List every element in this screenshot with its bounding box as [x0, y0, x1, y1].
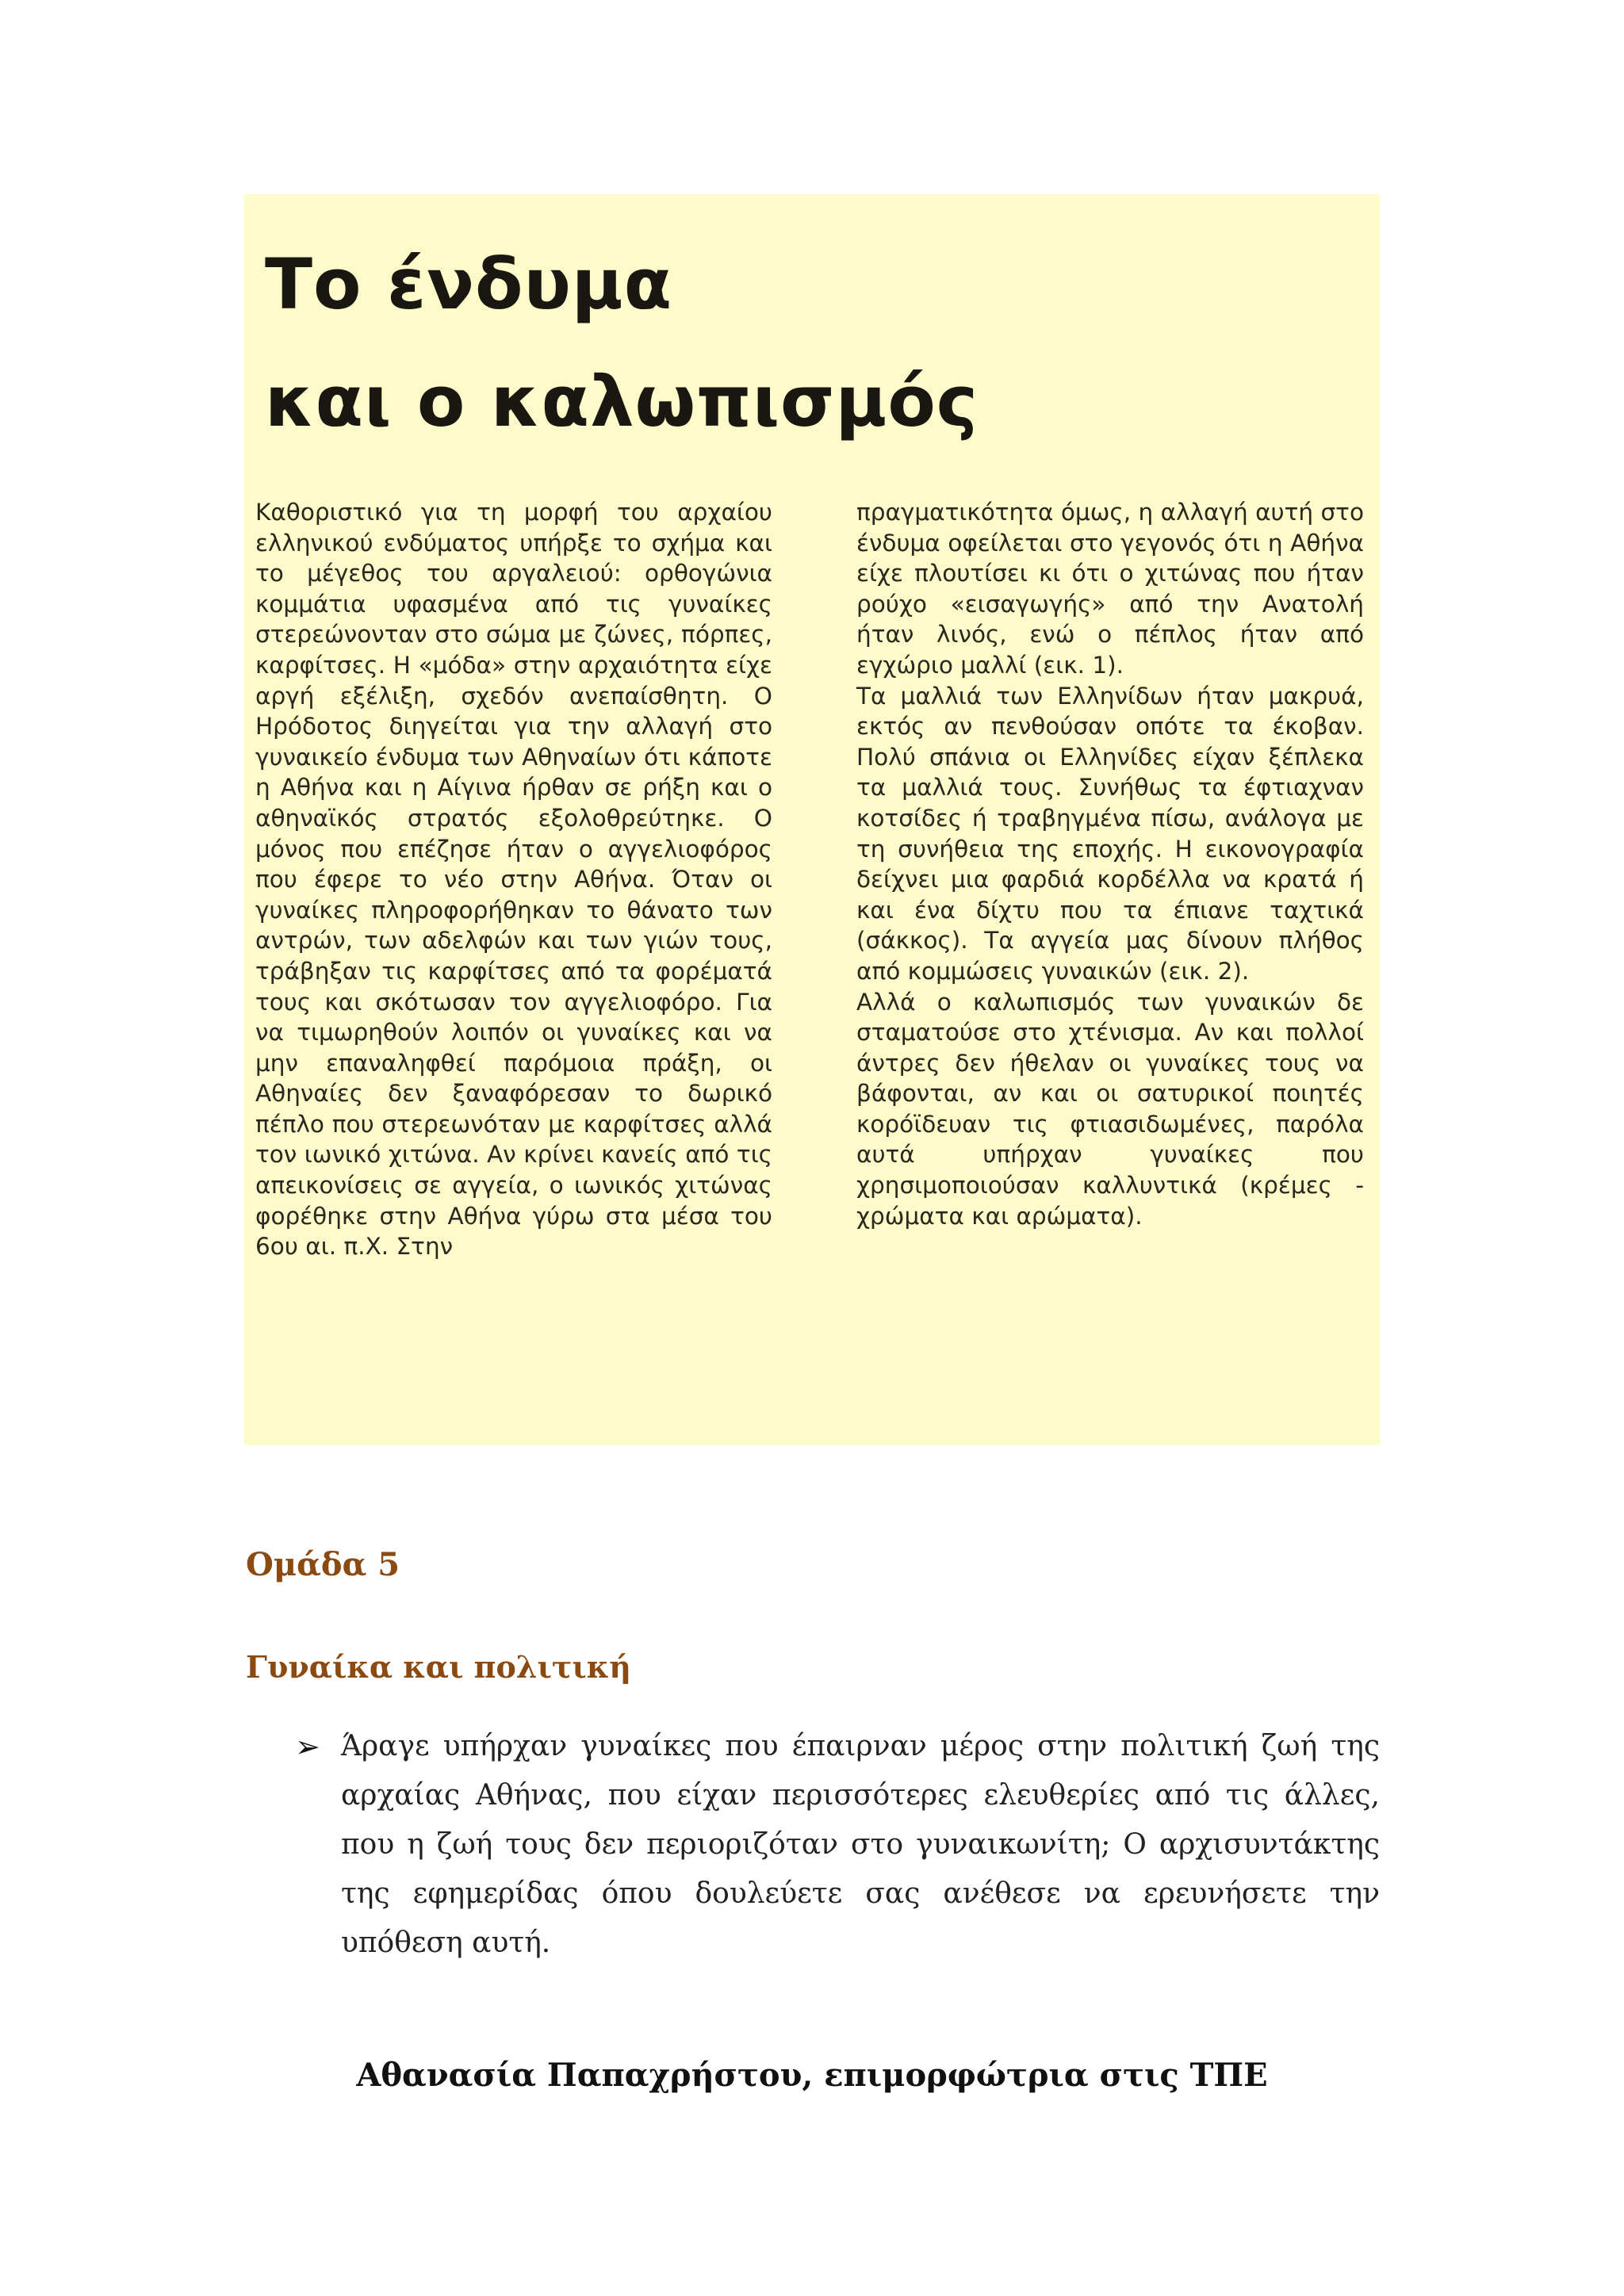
clipping-paragraph: Τα μαλλιά των Ελληνίδων ήταν μακρυά, εκτός αν πενθούσαν οπότε τα έκοβαν. Πολύ σπάνια οι Ελληνίδες είχαν ξέπλεκα τα μαλλιά τους. Συνήθως τα έφτιαχναν κοτσίδες ή τραβηγμένα πίσω, ανάλογα με τη συνήθεια της εποχής. Η εικονογραφία δείχνει μια φαρδιά κορδέλλα να κρατά ή και ένα δίχτυ που τα έπιανε ταχτικά (σάκκος). Τα αγγεία μας δίνουν πλήθος από κομμώσεις γυναικών (εικ. 2). [856, 682, 1364, 985]
clipping-title-line-2: και ο καλωπισμός [265, 361, 979, 442]
clipping-paragraph: Καθοριστικό για τη μορφή του αρχαίου ελληνικού ενδύματος υπήρξε το σχήμα και το μέγεθος του αργαλειού: ορθογώνια κομμάτια υφασμένα από τις γυναίκες στερεώνονταν στο σώμα με ζώνες, πόρπες, καρφίτσες. Η «μόδα» στην αρχαιότητα είχε αργή εξέλιξη, σχεδόν ανεπαίσθητη. Ο Ηρόδοτος διηγείται για την αλλαγή στο γυναικείο ένδυμα των Αθηναίων ότι κάποτε η Αθήνα και η Αίγινα ήρθαν σε ρήξη και ο αθηναϊκός στρατός εξολοθρεύτηκε. Ο μόνος που επέζησε ήταν ο αγγελιοφόρος που έφερε το νέο στην Αθήνα. Όταν οι γυναίκες πληροφορήθηκαν το θάνατο των αντρών, των αδελφών και των γιών τους, τράβηξαν τις καρφίτσες από τα φορέματά τους και σκότωσαν τον αγγελιοφόρο. Για να τιμωρηθούν λοιπόν οι γυναίκες και να μην επαναληφθεί παρόμοια πράξη, οι Αθηναίες δεν ξαναφόρεσαν το δωρικό πέπλο που στερεωνόταν με καρφίτσες αλλά τον ιωνικό χιτώνα. Αν κρίνει κανείς από τις απεικονίσεις σε αγγεία, ο ιωνικός χιτώνας φορέθηκε στην Αθήνα γύρω στα μέσα του 6ου αι. π.Χ. Στην [255, 499, 772, 1261]
article-clipping [244, 194, 1380, 1445]
clipping-paragraph: Αλλά ο καλωπισμός των γυναικών δε σταματούσε στο χτένισμα. Αν και πολλοί άντρες δεν ήθελαν οι γυναίκες τους να βάφονται, αν και οι σατυρικοί ποιητές κορόϊδευαν τις φτιασιδωμένες, παρόλα αυτά υπήρχαν γυναίκες που χρησιμοποιούσαν καλλυντικά (κρέμες - χρώματα και αρώματα). [856, 988, 1364, 1230]
author-signature: Αθανασία Παπαχρήστου, επιμορφώτρια στις ΤΠΕ [356, 2057, 1268, 2094]
clipping-title-line-1: Το ένδυμα [265, 243, 673, 325]
task-text: Άραγε υπήρχαν γυναίκες που έπαιρναν μέρος στην πολιτική ζωή της αρχαίας Αθήνας, που είχαν περισσότερες ελευθερίες από τις άλλες, που η ζωή τους δεν περιοριζόταν στο γυναικωνίτη; Ο αρχισυντάκτης της εφημερίδας όπου δουλεύετε σας ανέθεσε να ερευνήσετε την υπόθεση αυτή. [341, 1730, 1380, 1959]
group-heading: Ομάδα 5 [246, 1546, 400, 1583]
clipping-column-left [255, 497, 772, 1262]
clipping-body [255, 497, 1364, 1262]
clipping-column-right [856, 497, 1364, 1262]
clipping-title [265, 226, 1362, 461]
arrow-bullet-icon: ➢ [295, 1729, 320, 1764]
clipping-paragraph: πραγματικότητα όμως, η αλλαγή αυτή στο ένδυμα οφείλεται στο γεγονός ότι η Αθήνα είχε πλουτίσει κι ότι ο χιτώνας που ήταν ρούχο «εισαγωγής» από την Ανατολή ήταν λινός, ενώ ο πέπλος ήταν από εγχώριο μαλλί (εικ. 1). [856, 499, 1364, 679]
section-heading: Γυναίκα και πολιτική [246, 1649, 631, 1685]
task-item [295, 1722, 1380, 1968]
